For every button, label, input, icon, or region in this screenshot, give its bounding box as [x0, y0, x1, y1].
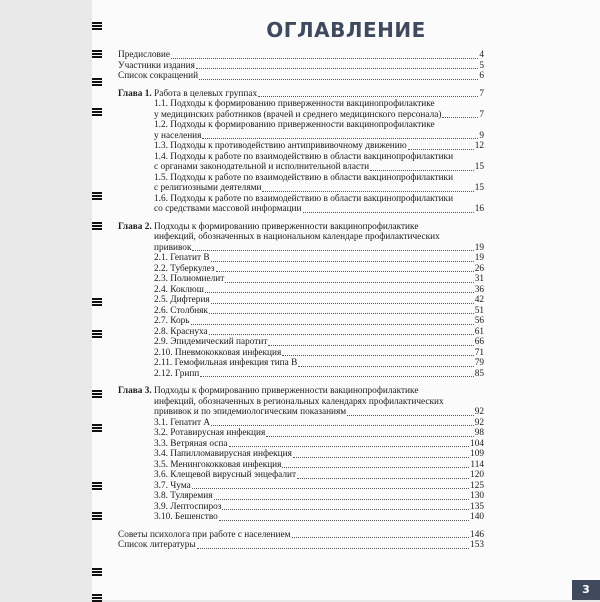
- toc-entry-abbreviations[interactable]: Список сокращений 6: [118, 71, 484, 81]
- toc-entry-3-1[interactable]: 3.1. Гепатит А 92: [154, 417, 484, 428]
- toc-entry-3-10[interactable]: 3.10. Бешенство 140: [154, 512, 484, 522]
- toc-chapter-3[interactable]: Глава 3. Подходы к формированию приверженности вакцинопрофилактике инфекций, обозначенных в региональных календарях профилактических прививок и по эпидемиологическим показаниям 92: [118, 386, 484, 417]
- toc-entry-2-1[interactable]: 2.1. Гепатит В 19: [154, 253, 484, 263]
- toc-entry-2-8[interactable]: 2.8. Краснуха 61: [154, 326, 484, 337]
- toc-entry-2-4[interactable]: 2.4. Коклюш 36: [154, 284, 484, 295]
- table-of-contents: [118, 50, 484, 551]
- toc-entry-1-6[interactable]: 1.6. Подходы к работе по взаимодействию в области вакцинопрофилактики со средствами массовой информации 16: [154, 193, 484, 214]
- toc-entry-3-9[interactable]: 3.9. Лептоспироз 135: [154, 501, 484, 512]
- toc-entry-1-5[interactable]: 1.5. Подходы к работе по взаимодействию в области вакцинопрофилактики с религиозными деятелями 15: [154, 172, 484, 193]
- toc-entry-2-3[interactable]: 2.3. Полиомиелит 31: [154, 274, 484, 284]
- page-number-badge: 3: [572, 580, 600, 600]
- toc-entry-3-4[interactable]: 3.4. Папилломавирусная инфекция 109: [154, 449, 484, 459]
- toc-entry-2-5[interactable]: 2.5. Дифтерия 42: [154, 295, 484, 305]
- toc-entry-2-11[interactable]: 2.11. Гемофильная инфекция типа В 79: [154, 358, 484, 368]
- toc-entry-3-7[interactable]: 3.7. Чума 125: [154, 480, 484, 491]
- toc-entry-3-2[interactable]: 3.2. Ротавирусная инфекция 98: [154, 428, 484, 438]
- toc-entry-1-3[interactable]: 1.3. Подходы к противодействию антипрививочному движению 12: [154, 141, 484, 151]
- toc-entry-contributors[interactable]: Участники издания 5: [118, 60, 484, 71]
- toc-entry-1-4[interactable]: 1.4. Подходы к работе по взаимодействию в области вакцинопрофилактики с органами законодательной и исполнительной власти 15: [154, 151, 484, 172]
- toc-entry-2-7[interactable]: 2.7. Корь 56: [154, 316, 484, 326]
- toc-entry-3-6[interactable]: 3.6. Клещевой вирусный энцефалит 120: [154, 470, 484, 480]
- toc-entry-preface[interactable]: Предисловие 4: [118, 50, 484, 60]
- toc-chapter-2[interactable]: Глава 2. Подходы к формированию приверженности вакцинопрофилактике инфекций, обозначенных в национальном календаре профилактических прививок 19: [118, 221, 484, 253]
- toc-entry-2-10[interactable]: 2.10. Пневмококковая инфекция 71: [154, 347, 484, 358]
- toc-entry-1-2[interactable]: 1.2. Подходы к формированию приверженности вакцинопрофилактике у населения 9: [154, 120, 484, 141]
- toc-entry-3-5[interactable]: 3.5. Менингококковая инфекция 114: [154, 459, 484, 470]
- toc-entry-2-9[interactable]: 2.9. Эпидемический паротит 66: [154, 337, 484, 347]
- toc-entry-1-1[interactable]: 1.1. Подходы к формированию приверженности вакцинопрофилактике у медицинских работников (врачей и среднего медицинского персонала) 7: [154, 99, 484, 120]
- toc-entry-3-3[interactable]: 3.3. Ветряная оспа 104: [154, 438, 484, 449]
- spiral-binding: [92, 12, 104, 600]
- page-title: ОГЛАВЛЕНИЕ: [266, 18, 426, 42]
- toc-entry-2-6[interactable]: 2.6. Столбняк 51: [154, 305, 484, 316]
- toc-entry-psychologist-tips[interactable]: Советы психолога при работе с населением 146: [118, 529, 484, 540]
- toc-chapter-1[interactable]: Глава 1. Работа в целевых группах 7: [118, 88, 484, 99]
- toc-entry-2-2[interactable]: 2.2. Туберкулез 26: [154, 263, 484, 274]
- toc-entry-references[interactable]: Список литературы 153: [118, 540, 484, 550]
- toc-entry-2-12[interactable]: 2.12. Грипп 85: [154, 368, 484, 379]
- toc-entry-3-8[interactable]: 3.8. Туляремия 130: [154, 491, 484, 501]
